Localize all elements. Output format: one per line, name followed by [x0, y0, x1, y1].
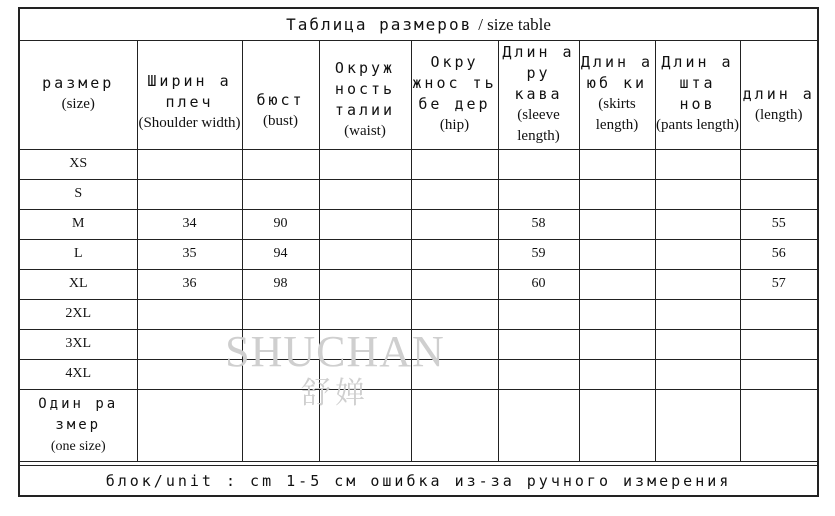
table-cell — [655, 269, 740, 299]
table-cell — [740, 329, 817, 359]
table-cell — [411, 299, 498, 329]
size-grid — [20, 40, 817, 462]
table-cell — [319, 209, 411, 239]
size-label: L — [20, 239, 137, 269]
table-cell — [740, 149, 817, 179]
table-cell: 55 — [740, 209, 817, 239]
col-header-shoulder: Ширин а плеч (Shoulder width) — [137, 40, 242, 149]
table-row — [20, 329, 817, 359]
one-size-label: Один ра змер (one size) — [20, 389, 137, 461]
col-header-waist: Окруж ность талии (waist) — [319, 40, 411, 149]
table-cell — [655, 209, 740, 239]
table-cell: 34 — [137, 209, 242, 239]
table-cell — [498, 359, 579, 389]
col-header-pants: Длин а шта нов (pants length) — [655, 40, 740, 149]
table-cell: 59 — [498, 239, 579, 269]
table-cell — [137, 359, 242, 389]
table-row — [20, 359, 817, 389]
col-header-size: размер (size) — [20, 40, 137, 149]
table-row — [20, 209, 817, 239]
table-row — [20, 269, 817, 299]
table-cell — [319, 299, 411, 329]
table-cell — [498, 179, 579, 209]
table-cell — [579, 329, 655, 359]
size-label: XL — [20, 269, 137, 299]
table-footer-note: блок/unit : cm 1-5 см ошибка из-за ручного измерения — [20, 465, 817, 495]
table-cell — [655, 179, 740, 209]
table-cell — [579, 179, 655, 209]
table-cell: 56 — [740, 239, 817, 269]
col-header-length: длин а (length) — [740, 40, 817, 149]
title-en: / size table — [478, 14, 551, 34]
table-cell — [579, 209, 655, 239]
table-cell — [498, 299, 579, 329]
table-cell — [411, 269, 498, 299]
table-cell — [242, 179, 319, 209]
table-cell: 36 — [137, 269, 242, 299]
size-label: 2XL — [20, 299, 137, 329]
table-cell — [411, 149, 498, 179]
table-cell — [137, 179, 242, 209]
table-cell: 98 — [242, 269, 319, 299]
table-cell — [655, 239, 740, 269]
table-cell — [137, 149, 242, 179]
table-cell — [411, 329, 498, 359]
table-cell — [411, 179, 498, 209]
table-cell — [319, 179, 411, 209]
table-cell — [242, 329, 319, 359]
table-cell — [319, 149, 411, 179]
watermark-cjk: 舒婵 — [301, 377, 369, 410]
size-label: S — [20, 179, 137, 209]
one-size-row — [20, 389, 817, 461]
col-header-bust: бюст (bust) — [242, 40, 319, 149]
col-header-skirt: Длин а юб ки (skirts length) — [579, 40, 655, 149]
size-label: XS — [20, 149, 137, 179]
table-cell — [498, 329, 579, 359]
table-cell — [242, 359, 319, 389]
table-row — [20, 239, 817, 269]
col-header-hip: Окру жнос ть бе дер (hip) — [411, 40, 498, 149]
table-cell — [319, 239, 411, 269]
size-label: M — [20, 209, 137, 239]
size-label: 3XL — [20, 329, 137, 359]
table-cell — [242, 149, 319, 179]
table-cell: 57 — [740, 269, 817, 299]
table-cell: 94 — [242, 239, 319, 269]
table-cell — [655, 149, 740, 179]
table-cell — [740, 299, 817, 329]
table-cell — [655, 299, 740, 329]
table-cell: 35 — [137, 239, 242, 269]
col-header-sleeve: Длин а ру кава (sleeve length) — [498, 40, 579, 149]
header-row — [20, 40, 817, 149]
size-rows — [20, 149, 817, 389]
table-cell — [498, 149, 579, 179]
table-row — [20, 179, 817, 209]
table-cell — [411, 209, 498, 239]
table-cell — [319, 329, 411, 359]
table-row — [20, 299, 817, 329]
watermark-latin: SHUCHAN — [225, 327, 445, 376]
table-cell — [319, 269, 411, 299]
table-cell: 58 — [498, 209, 579, 239]
table-cell — [579, 239, 655, 269]
table-cell — [579, 299, 655, 329]
table-cell — [137, 299, 242, 329]
table-cell — [411, 359, 498, 389]
table-cell — [242, 299, 319, 329]
table-row — [20, 149, 817, 179]
title-ru: Таблица размеров — [286, 15, 473, 34]
table-cell — [579, 359, 655, 389]
table-cell — [579, 149, 655, 179]
size-table-frame — [18, 7, 819, 497]
table-cell — [740, 359, 817, 389]
table-cell — [579, 269, 655, 299]
table-cell: 60 — [498, 269, 579, 299]
size-label: 4XL — [20, 359, 137, 389]
table-cell — [740, 179, 817, 209]
table-cell: 90 — [242, 209, 319, 239]
table-cell — [655, 329, 740, 359]
table-cell — [655, 359, 740, 389]
table-cell — [137, 329, 242, 359]
table-title — [20, 9, 817, 41]
table-cell — [319, 359, 411, 389]
table-cell — [411, 239, 498, 269]
